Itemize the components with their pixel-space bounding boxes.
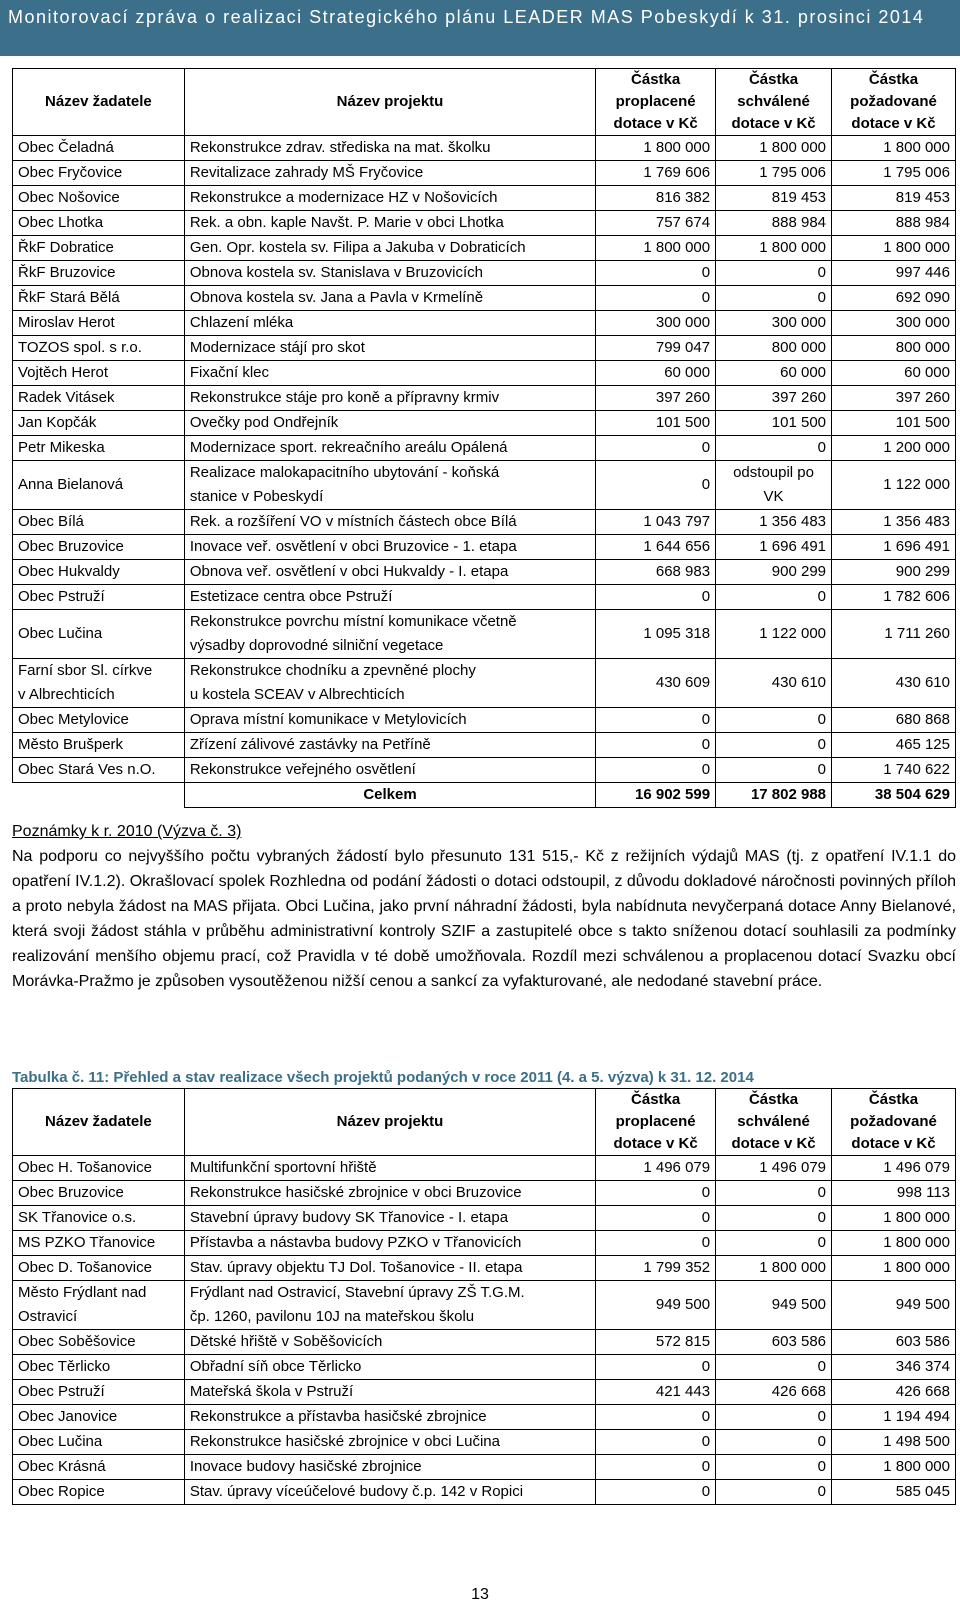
cell-approved: 1 800 000 <box>716 1256 832 1281</box>
cell-applicant: Obec Janovice <box>13 1405 185 1430</box>
cell-applicant: Vojtěch Herot <box>13 361 185 386</box>
cell-approved: 1 800 000 <box>716 236 832 261</box>
cell-approved: 1 122 000 <box>716 610 832 659</box>
cell-paid: 397 260 <box>596 386 716 411</box>
cell-requested: 1 800 000 <box>832 1231 956 1256</box>
table-row <box>13 136 956 161</box>
cell-requested: 819 453 <box>832 186 956 211</box>
cell-project: Obřadní síň obce Těrlicko <box>184 1355 595 1380</box>
cell-approved: 0 <box>716 436 832 461</box>
cell-project: Rekonstrukce hasičské zbrojnice v obci Bruzovice <box>184 1181 595 1206</box>
cell-paid: 1 644 656 <box>596 535 716 560</box>
total-requested: 38 504 629 <box>832 783 956 808</box>
cell-applicant: Obec Pstruží <box>13 1380 185 1405</box>
cell-applicant: Obec Bílá <box>13 510 185 535</box>
table-row <box>13 1380 956 1405</box>
cell-paid: 0 <box>596 733 716 758</box>
cell-requested: 603 586 <box>832 1330 956 1355</box>
table-row <box>13 1455 956 1480</box>
cell-applicant: Město Frýdlant nad Ostravicí <box>13 1281 185 1330</box>
table-row <box>13 535 956 560</box>
cell-paid: 300 000 <box>596 311 716 336</box>
cell-approved: 800 000 <box>716 336 832 361</box>
column-header-applicant: Název žadatele <box>13 69 185 136</box>
table-header-row <box>13 69 956 136</box>
cell-applicant: Obec Lučina <box>13 610 185 659</box>
cell-requested: 585 045 <box>832 1480 956 1505</box>
table-row <box>13 161 956 186</box>
cell-requested: 1 800 000 <box>832 236 956 261</box>
cell-requested: 800 000 <box>832 336 956 361</box>
cell-requested: 60 000 <box>832 361 956 386</box>
cell-paid: 0 <box>596 261 716 286</box>
table-row <box>13 336 956 361</box>
cell-paid: 949 500 <box>596 1281 716 1330</box>
table-row <box>13 1281 956 1330</box>
column-header-applicant: Název žadatele <box>13 1089 185 1156</box>
cell-project: Modernizace sport. rekreačního areálu Opálená <box>184 436 595 461</box>
cell-requested: 300 000 <box>832 311 956 336</box>
cell-requested: 346 374 <box>832 1355 956 1380</box>
cell-requested: 1 740 622 <box>832 758 956 783</box>
cell-applicant: Obec Nošovice <box>13 186 185 211</box>
cell-applicant: Radek Vitásek <box>13 386 185 411</box>
cell-applicant: Petr Mikeska <box>13 436 185 461</box>
table-row <box>13 1206 956 1231</box>
cell-requested: 1 800 000 <box>832 1256 956 1281</box>
cell-requested: 1 496 079 <box>832 1156 956 1181</box>
cell-applicant: ŘkF Stará Bělá <box>13 286 185 311</box>
cell-approved: 1 800 000 <box>716 136 832 161</box>
cell-applicant: Obec Těrlicko <box>13 1355 185 1380</box>
cell-approved: 101 500 <box>716 411 832 436</box>
table-row <box>13 1480 956 1505</box>
column-header-project: Název projektu <box>184 69 595 136</box>
table-row <box>13 758 956 783</box>
column-header-approved: Částka schválené dotace v Kč <box>716 1089 832 1156</box>
cell-requested: 1 782 606 <box>832 585 956 610</box>
cell-applicant: Obec D. Tošanovice <box>13 1256 185 1281</box>
table-row <box>13 311 956 336</box>
table-row <box>13 261 956 286</box>
cell-requested: 1 194 494 <box>832 1405 956 1430</box>
table-row <box>13 1256 956 1281</box>
column-header-requested: Částka požadované dotace v Kč <box>832 69 956 136</box>
cell-applicant: Obec Stará Ves n.O. <box>13 758 185 783</box>
cell-project: Fixační klec <box>184 361 595 386</box>
cell-paid: 1 800 000 <box>596 236 716 261</box>
cell-project: Rekonstrukce hasičské zbrojnice v obci Lučina <box>184 1430 595 1455</box>
cell-approved: 0 <box>716 1231 832 1256</box>
cell-project: Mateřská škola v Pstruží <box>184 1380 595 1405</box>
notes-section <box>12 819 956 994</box>
cell-paid: 0 <box>596 461 716 510</box>
cell-project: Rekonstrukce veřejného osvětlení <box>184 758 595 783</box>
notes-title: Poznámky k r. 2010 (Výzva č. 3) <box>12 823 242 840</box>
table-row <box>13 733 956 758</box>
cell-paid: 0 <box>596 1405 716 1430</box>
cell-approved: 0 <box>716 1355 832 1380</box>
cell-applicant: Obec Bruzovice <box>13 535 185 560</box>
table-row <box>13 236 956 261</box>
cell-paid: 0 <box>596 1430 716 1455</box>
cell-project: Dětské hřiště v Soběšovicích <box>184 1330 595 1355</box>
cell-approved: 949 500 <box>716 1281 832 1330</box>
cell-paid: 0 <box>596 1480 716 1505</box>
cell-requested: 1 498 500 <box>832 1430 956 1455</box>
page-number: 13 <box>471 1586 489 1603</box>
cell-applicant: Obec Čeladná <box>13 136 185 161</box>
cell-project: Rekonstrukce stáje pro koně a přípravny krmiv <box>184 386 595 411</box>
cell-paid: 0 <box>596 1206 716 1231</box>
column-header-requested: Částka požadované dotace v Kč <box>832 1089 956 1156</box>
cell-requested: 900 299 <box>832 560 956 585</box>
cell-approved: 603 586 <box>716 1330 832 1355</box>
cell-paid: 1 799 352 <box>596 1256 716 1281</box>
table-row <box>13 585 956 610</box>
cell-approved: 0 <box>716 585 832 610</box>
cell-project: Gen. Opr. kostela sv. Filipa a Jakuba v Dobraticích <box>184 236 595 261</box>
table-row <box>13 386 956 411</box>
cell-project: Obnova kostela sv. Jana a Pavla v Krmelíně <box>184 286 595 311</box>
cell-approved: 0 <box>716 1206 832 1231</box>
cell-applicant: Obec Soběšovice <box>13 1330 185 1355</box>
cell-project: Obnova veř. osvětlení v obci Hukvaldy - I. etapa <box>184 560 595 585</box>
cell-requested: 998 113 <box>832 1181 956 1206</box>
cell-applicant: Miroslav Herot <box>13 311 185 336</box>
cell-paid: 430 609 <box>596 659 716 708</box>
total-approved: 17 802 988 <box>716 783 832 808</box>
table-row <box>13 1430 956 1455</box>
cell-approved: 0 <box>716 286 832 311</box>
total-spacer <box>13 783 185 808</box>
cell-project: Modernizace stájí pro skot <box>184 336 595 361</box>
cell-applicant: ŘkF Bruzovice <box>13 261 185 286</box>
cell-requested: 692 090 <box>832 286 956 311</box>
cell-requested: 430 610 <box>832 659 956 708</box>
table-row <box>13 211 956 236</box>
cell-paid: 572 815 <box>596 1330 716 1355</box>
table-row <box>13 1330 956 1355</box>
notes-body: Na podporu co nejvyššího počtu vybraných žádostí bylo přesunuto 131 515,- Kč z režijních výdajů MAS (tj. z opatření IV.1.1 do opatření IV.1.2). Okrašlovací spolek Rozhledna od podání žádosti o dotaci odstoupil, z důvodu dokladové náročnosti povinných příloh a proto nebyla žádost na MAS přijata. Obci Lučina, jako první náhradní žádosti, byla nabídnuta nevyčerpaná dotace Anny Bielanové, která svoji žádost stáhla v průběhu administrativní kontroly SZIF a zastupitelé obce s takto sníženou dotací souhlasili za podmínky realizování menšího objemu prací, což Pravidla v té době umožňovala. Rozdíl mezi schválenou a proplacenou dotací Svazku obcí Morávka-Pražmo je způsoben vysoutěženou nižší cenou a sankcí za vyfakturované, ale nedodané stavební práce. <box>12 848 957 990</box>
cell-project: Revitalizace zahrady MŠ Fryčovice <box>184 161 595 186</box>
cell-approved: 1 356 483 <box>716 510 832 535</box>
table-row <box>13 436 956 461</box>
cell-applicant: Obec Lučina <box>13 1430 185 1455</box>
cell-requested: 680 868 <box>832 708 956 733</box>
table-header-row <box>13 1089 956 1156</box>
table-row <box>13 461 956 510</box>
cell-applicant: Obec Fryčovice <box>13 161 185 186</box>
cell-requested: 888 984 <box>832 211 956 236</box>
table-row <box>13 186 956 211</box>
cell-paid: 799 047 <box>596 336 716 361</box>
cell-paid: 0 <box>596 436 716 461</box>
cell-paid: 0 <box>596 1231 716 1256</box>
total-label: Celkem <box>184 783 595 808</box>
cell-approved: 0 <box>716 1480 832 1505</box>
cell-applicant: Anna Bielanová <box>13 461 185 510</box>
cell-approved: odstoupil po VK <box>716 461 832 510</box>
cell-project: Stav. úpravy objektu TJ Dol. Tošanovice - II. etapa <box>184 1256 595 1281</box>
cell-applicant: TOZOS spol. s r.o. <box>13 336 185 361</box>
cell-paid: 0 <box>596 758 716 783</box>
cell-paid: 0 <box>596 585 716 610</box>
cell-approved: 426 668 <box>716 1380 832 1405</box>
cell-applicant: Obec Ropice <box>13 1480 185 1505</box>
cell-applicant: Obec Metylovice <box>13 708 185 733</box>
cell-requested: 1 696 491 <box>832 535 956 560</box>
cell-project: Přístavba a nástavba budovy PZKO v Třanovicích <box>184 1231 595 1256</box>
cell-approved: 60 000 <box>716 361 832 386</box>
cell-paid: 757 674 <box>596 211 716 236</box>
column-header-paid: Částka proplacené dotace v Kč <box>596 1089 716 1156</box>
cell-paid: 816 382 <box>596 186 716 211</box>
cell-approved: 1 496 079 <box>716 1156 832 1181</box>
cell-approved: 0 <box>716 261 832 286</box>
cell-paid: 1 496 079 <box>596 1156 716 1181</box>
cell-approved: 1 795 006 <box>716 161 832 186</box>
cell-applicant: Obec H. Tošanovice <box>13 1156 185 1181</box>
cell-project: Inovace budovy hasičské zbrojnice <box>184 1455 595 1480</box>
cell-requested: 949 500 <box>832 1281 956 1330</box>
cell-project: Rekonstrukce a modernizace HZ v Nošovicích <box>184 186 595 211</box>
cell-project: Rek. a obn. kaple Navšt. P. Marie v obci Lhotka <box>184 211 595 236</box>
column-header-paid: Částka proplacené dotace v Kč <box>596 69 716 136</box>
cell-paid: 1 800 000 <box>596 136 716 161</box>
cell-paid: 0 <box>596 708 716 733</box>
cell-project: Chlazení mléka <box>184 311 595 336</box>
table-row <box>13 411 956 436</box>
cell-applicant: Jan Kopčák <box>13 411 185 436</box>
cell-project: Rekonstrukce povrchu místní komunikace včetně výsadby doprovodné silniční vegetace <box>184 610 595 659</box>
cell-project: Stav. úpravy víceúčelové budovy č.p. 142 v Ropici <box>184 1480 595 1505</box>
cell-paid: 0 <box>596 1455 716 1480</box>
cell-paid: 421 443 <box>596 1380 716 1405</box>
table-caption: Tabulka č. 11: Přehled a stav realizace všech projektů podaných v roce 2011 (4. a 5. výzva) k 31. 12. 2014 <box>12 1069 754 1086</box>
cell-approved: 0 <box>716 1181 832 1206</box>
table-row <box>13 510 956 535</box>
cell-project: Realizace malokapacitního ubytování - koňská stanice v Pobeskydí <box>184 461 595 510</box>
cell-project: Multifunkční sportovní hřiště <box>184 1156 595 1181</box>
cell-applicant: Obec Krásná <box>13 1455 185 1480</box>
cell-applicant: MS PZKO Třanovice <box>13 1231 185 1256</box>
cell-project: Obnova kostela sv. Stanislava v Bruzovicích <box>184 261 595 286</box>
cell-applicant: Obec Pstruží <box>13 585 185 610</box>
table-row <box>13 1231 956 1256</box>
cell-approved: 900 299 <box>716 560 832 585</box>
cell-paid: 668 983 <box>596 560 716 585</box>
cell-project: Frýdlant nad Ostravicí, Stavební úpravy ZŠ T.G.M. čp. 1260, pavilonu 10J na mateřskou školu <box>184 1281 595 1330</box>
cell-requested: 465 125 <box>832 733 956 758</box>
cell-applicant: Obec Hukvaldy <box>13 560 185 585</box>
cell-requested: 997 446 <box>832 261 956 286</box>
cell-paid: 1 043 797 <box>596 510 716 535</box>
cell-paid: 101 500 <box>596 411 716 436</box>
table-row <box>13 659 956 708</box>
cell-applicant: ŘkF Dobratice <box>13 236 185 261</box>
cell-project: Inovace veř. osvětlení v obci Bruzovice - 1. etapa <box>184 535 595 560</box>
cell-requested: 426 668 <box>832 1380 956 1405</box>
cell-approved: 0 <box>716 1405 832 1430</box>
cell-requested: 101 500 <box>832 411 956 436</box>
cell-project: Oprava místní komunikace v Metylovicích <box>184 708 595 733</box>
cell-requested: 1 200 000 <box>832 436 956 461</box>
cell-applicant: Obec Lhotka <box>13 211 185 236</box>
table-row <box>13 286 956 311</box>
table-row <box>13 1156 956 1181</box>
table-row <box>13 1181 956 1206</box>
cell-approved: 819 453 <box>716 186 832 211</box>
cell-project: Rekonstrukce chodníku a zpevněné plochy u kostela SCEAV v Albrechticích <box>184 659 595 708</box>
cell-applicant: SK Třanovice o.s. <box>13 1206 185 1231</box>
cell-approved: 888 984 <box>716 211 832 236</box>
cell-project: Estetizace centra obce Pstruží <box>184 585 595 610</box>
cell-approved: 430 610 <box>716 659 832 708</box>
cell-project: Rekonstrukce zdrav. střediska na mat. školku <box>184 136 595 161</box>
cell-paid: 1 769 606 <box>596 161 716 186</box>
cell-approved: 0 <box>716 758 832 783</box>
cell-paid: 1 095 318 <box>596 610 716 659</box>
total-row <box>13 783 956 808</box>
projects-table-2010 <box>12 68 956 808</box>
cell-requested: 397 260 <box>832 386 956 411</box>
cell-requested: 1 800 000 <box>832 136 956 161</box>
column-header-project: Název projektu <box>184 1089 595 1156</box>
cell-paid: 0 <box>596 1355 716 1380</box>
projects-table-2011 <box>12 1088 956 1505</box>
table-row <box>13 1405 956 1430</box>
page-header: Monitorovací zpráva o realizaci Strategického plánu LEADER MAS Pobeskydí k 31. prosinci 2014 <box>0 0 960 56</box>
cell-approved: 300 000 <box>716 311 832 336</box>
cell-paid: 0 <box>596 286 716 311</box>
column-header-approved: Částka schválené dotace v Kč <box>716 69 832 136</box>
cell-approved: 0 <box>716 1430 832 1455</box>
cell-approved: 0 <box>716 733 832 758</box>
cell-project: Rekonstrukce a přístavba hasičské zbrojnice <box>184 1405 595 1430</box>
total-paid: 16 902 599 <box>596 783 716 808</box>
cell-requested: 1 711 260 <box>832 610 956 659</box>
cell-applicant: Obec Bruzovice <box>13 1181 185 1206</box>
cell-requested: 1 800 000 <box>832 1455 956 1480</box>
cell-approved: 397 260 <box>716 386 832 411</box>
cell-project: Rek. a rozšíření VO v místních částech obce Bílá <box>184 510 595 535</box>
cell-project: Zřízení zálivové zastávky na Petříně <box>184 733 595 758</box>
cell-applicant: Město Brušperk <box>13 733 185 758</box>
cell-paid: 0 <box>596 1181 716 1206</box>
cell-paid: 60 000 <box>596 361 716 386</box>
cell-approved: 0 <box>716 708 832 733</box>
table-row <box>13 610 956 659</box>
table-row <box>13 361 956 386</box>
cell-approved: 0 <box>716 1455 832 1480</box>
table-row <box>13 708 956 733</box>
cell-requested: 1 356 483 <box>832 510 956 535</box>
cell-project: Ovečky pod Ondřejník <box>184 411 595 436</box>
cell-requested: 1 800 000 <box>832 1206 956 1231</box>
cell-requested: 1 795 006 <box>832 161 956 186</box>
table-row <box>13 1355 956 1380</box>
table-row <box>13 560 956 585</box>
cell-approved: 1 696 491 <box>716 535 832 560</box>
cell-project: Stavební úpravy budovy SK Třanovice - I. etapa <box>184 1206 595 1231</box>
cell-applicant: Farní sbor Sl. církve v Albrechticích <box>13 659 185 708</box>
cell-requested: 1 122 000 <box>832 461 956 510</box>
